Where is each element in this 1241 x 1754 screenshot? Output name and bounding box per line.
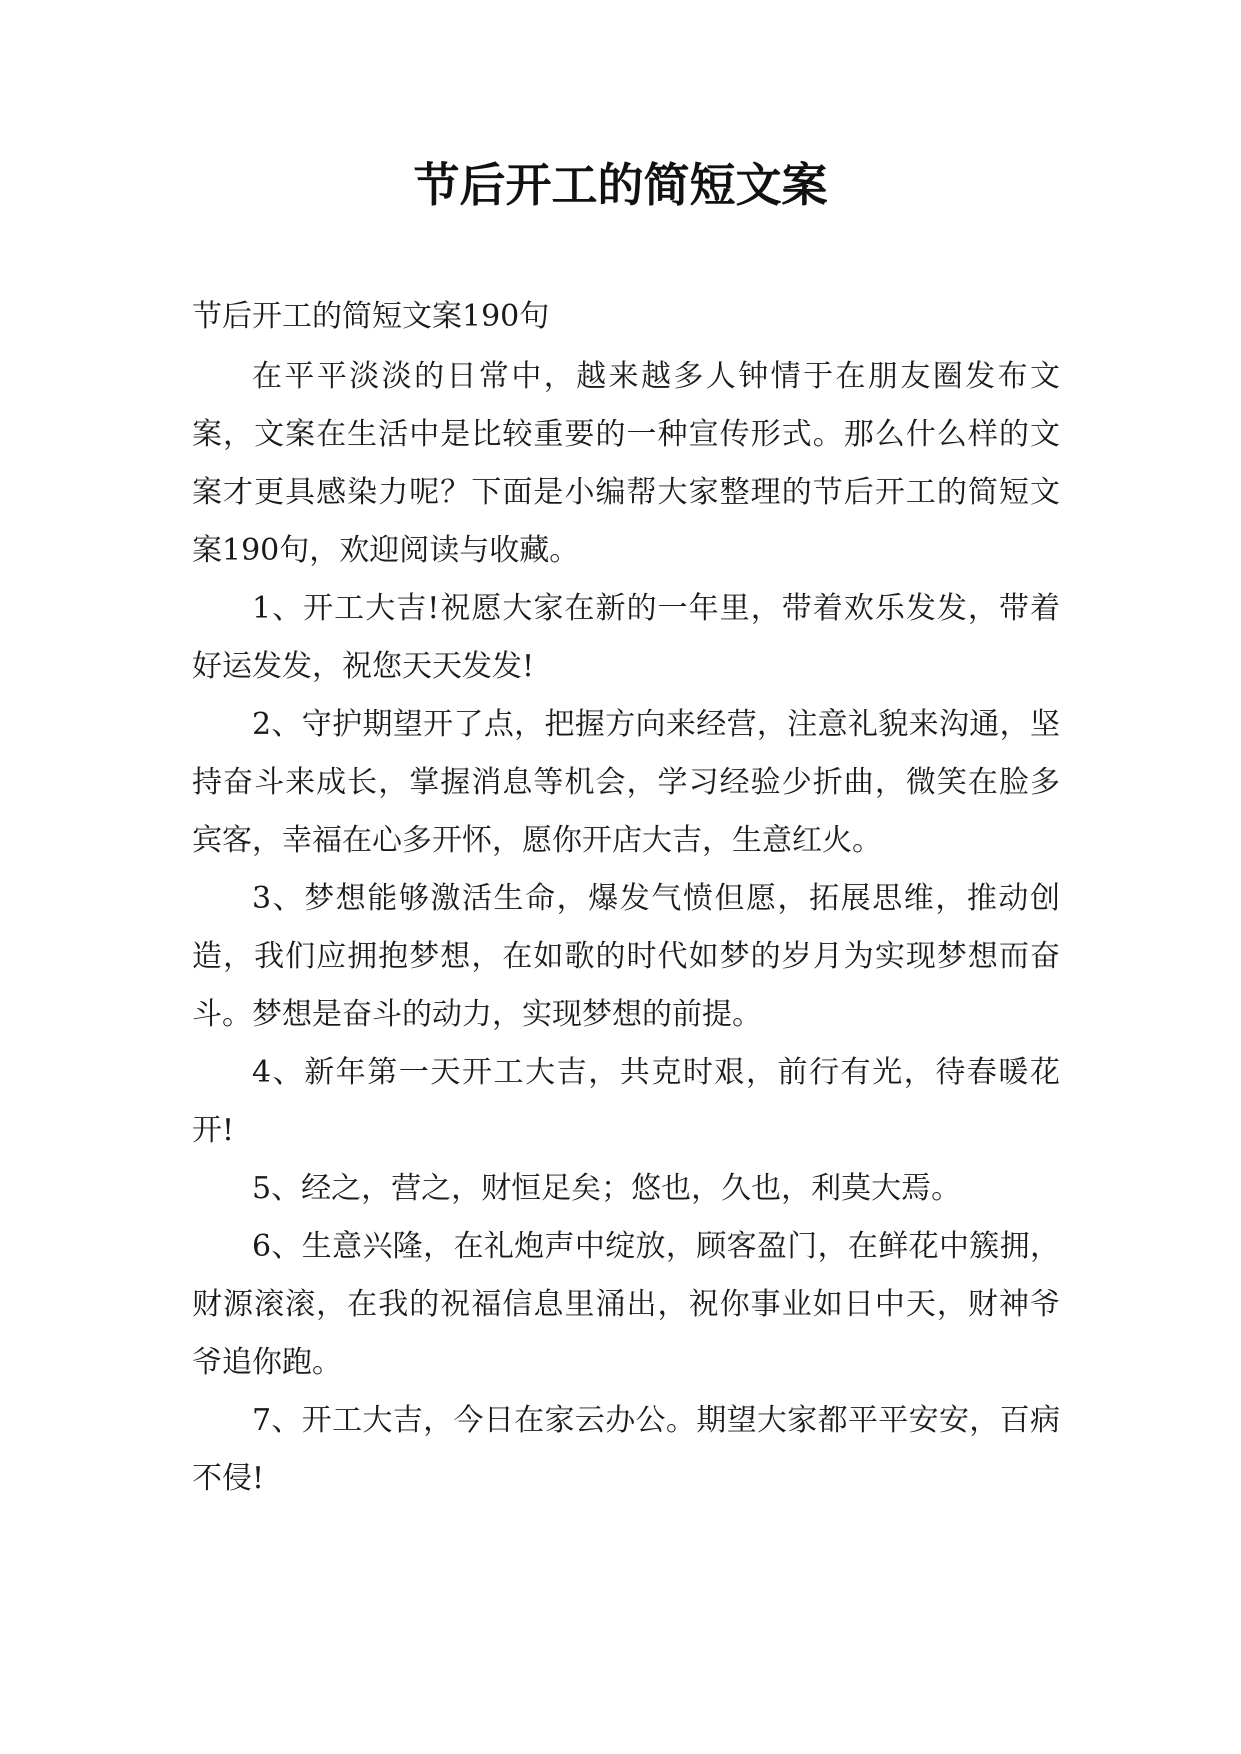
- list-item: 3、梦想能够激活生命，爆发气愤但愿，拓展思维，推动创造，我们应拥抱梦想，在如歌的时代如梦的岁月为实现梦想而奋斗。梦想是奋斗的动力，实现梦想的前提。: [192, 881, 1060, 1032]
- document-body: [192, 288, 1060, 1508]
- list-item: 4、新年第一天开工大吉，共克时艰，前行有光，待春暖花开!: [192, 1055, 1060, 1148]
- list-item: 6、生意兴隆，在礼炮声中绽放，顾客盈门，在鲜花中簇拥，财源滚滚，在我的祝福信息里涌出，祝你事业如日中天，财神爷爷追你跑。: [192, 1229, 1060, 1380]
- intro-paragraph: 在平平淡淡的日常中，越来越多人钟情于在朋友圈发布文案，文案在生活中是比较重要的一种宣传形式。那么什么样的文案才更具感染力呢？下面是小编帮大家整理的节后开工的简短文案190句，欢迎阅读与收藏。: [192, 359, 1060, 568]
- list-item: 7、开工大吉，今日在家云办公。期望大家都平平安安，百病不侵!: [192, 1403, 1060, 1496]
- document-subtitle: 节后开工的简短文案190句: [192, 299, 550, 334]
- document-title: 节后开工的简短文案: [413, 158, 828, 212]
- list-item: 1、开工大吉!祝愿大家在新的一年里，带着欢乐发发，带着好运发发，祝您天天发发!: [192, 591, 1060, 684]
- list-item: 2、守护期望开了点，把握方向来经营，注意礼貌来沟通，坚持奋斗来成长，掌握消息等机会，学习经验少折曲，微笑在脸多宾客，幸福在心多开怀，愿你开店大吉，生意红火。: [192, 707, 1060, 858]
- list-item: 5、经之，营之，财恒足矣；悠也，久也，利莫大焉。: [252, 1171, 962, 1206]
